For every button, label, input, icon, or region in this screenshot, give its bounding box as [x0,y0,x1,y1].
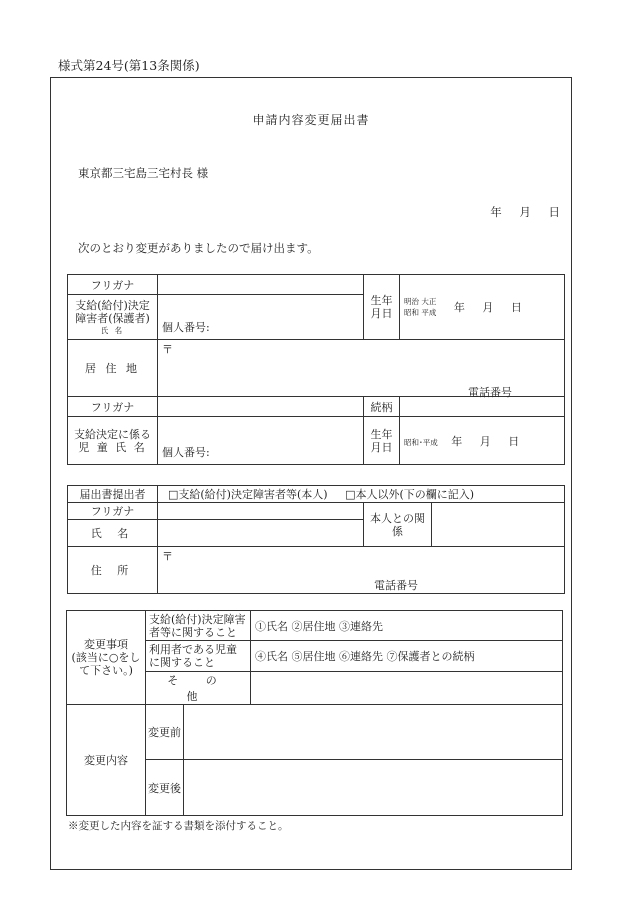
submitter-name-field[interactable] [158,520,364,547]
applicant-label-line2: 障害者(保護者) [75,311,150,325]
child-label-line2: 児 童 氏 名 [78,440,147,454]
residence-label: 居 住 地 [68,340,158,397]
applicant-name-label [68,295,158,340]
child-birth-date-field[interactable] [400,417,565,465]
category-other-field[interactable] [251,672,563,705]
form-title: 申請内容変更届出書 [252,113,370,127]
child-name-field[interactable] [158,417,364,465]
submitter-address-field[interactable] [158,547,565,594]
child-birth-date-value: 年 月 日 [451,434,520,448]
change-content-label: 変更内容 [67,705,146,816]
after-label: 変更後 [146,760,184,816]
after-field[interactable] [184,760,563,816]
submitter-phone-label: 電話番号 [374,579,418,592]
residence-postal-mark: 〒 [162,343,173,356]
furigana-field[interactable] [158,275,364,295]
residence-phone-label: 電話番号 [468,386,512,399]
change-items-line2: (該当に○をし [71,651,141,664]
change-table [66,610,563,816]
era-options-2: 昭和 平成 [404,308,437,317]
individual-number-label: 個人番号: [162,321,210,334]
option-other-checkbox[interactable]: □本人以外(下の欄に記入) [345,488,475,501]
child-name-label [68,417,158,465]
category-child-label: 利用者である児童に関すること [146,641,251,672]
submitter-name-label: 氏 名 [68,520,158,547]
submitter-postal-mark: 〒 [162,550,173,563]
category-applicant-options[interactable]: ①氏名 ②居住地 ③連絡先 [251,611,563,641]
submitter-options [158,486,565,503]
relationship-to-person-label: 本人との関係 [364,503,432,547]
relationship-label: 続柄 [364,397,400,417]
child-individual-number-label: 個人番号: [162,446,210,459]
furigana-label: フリガナ [68,275,158,295]
before-label: 変更前 [146,705,184,760]
category-other-label: そ の 他 [146,672,251,705]
submitter-furigana-label: フリガナ [68,503,158,520]
applicant-table [67,274,565,465]
birth-date-value: 年 月 日 [453,301,522,314]
birth-date-label: 生年月日 [364,275,400,340]
change-items-label [67,611,146,705]
form-number: 様式第24号(第13条関係) [58,58,200,73]
child-furigana-field[interactable] [158,397,364,417]
change-items-line3: て下さい。) [79,664,133,677]
addressee: 東京都三宅島三宅村長 様 [78,166,209,180]
intro-text: 次のとおり変更がありましたので届け出ます。 [78,241,319,255]
child-era-options: 昭和･平成 [404,437,438,447]
child-birth-date-label: 生年月日 [364,417,400,465]
era-options-1: 明治 大正 [404,297,437,306]
submitter-address-label: 住 所 [68,547,158,594]
applicant-label-line1: 支給(給付)決定 [75,298,150,312]
applicant-label-line3: 氏 名 [100,325,125,335]
option-self-checkbox[interactable]: □支給(給付)決定障害者等(本人) [168,488,328,501]
child-label-line1: 支給決定に係る [74,427,151,441]
submission-date[interactable]: 年 月 日 [490,205,560,219]
birth-date-field[interactable] [400,275,565,340]
submitter-label: 届出書提出者 [68,486,158,503]
submitter-furigana-field[interactable] [158,503,364,520]
category-applicant-label: 支給(給付)決定障害者等に関すること [146,611,251,641]
applicant-name-field[interactable] [158,295,364,340]
residence-field[interactable] [158,340,565,397]
category-child-options[interactable]: ④氏名 ⑤居住地 ⑥連絡先 ⑦保護者との続柄 [251,641,563,672]
attachment-note: ※変更した内容を証する書類を添付すること。 [68,820,289,832]
relationship-to-person-field[interactable] [432,503,565,547]
child-furigana-label: フリガナ [68,397,158,417]
before-field[interactable] [184,705,563,760]
submitter-table [67,485,565,594]
change-items-line1: 変更事項 [84,638,128,651]
